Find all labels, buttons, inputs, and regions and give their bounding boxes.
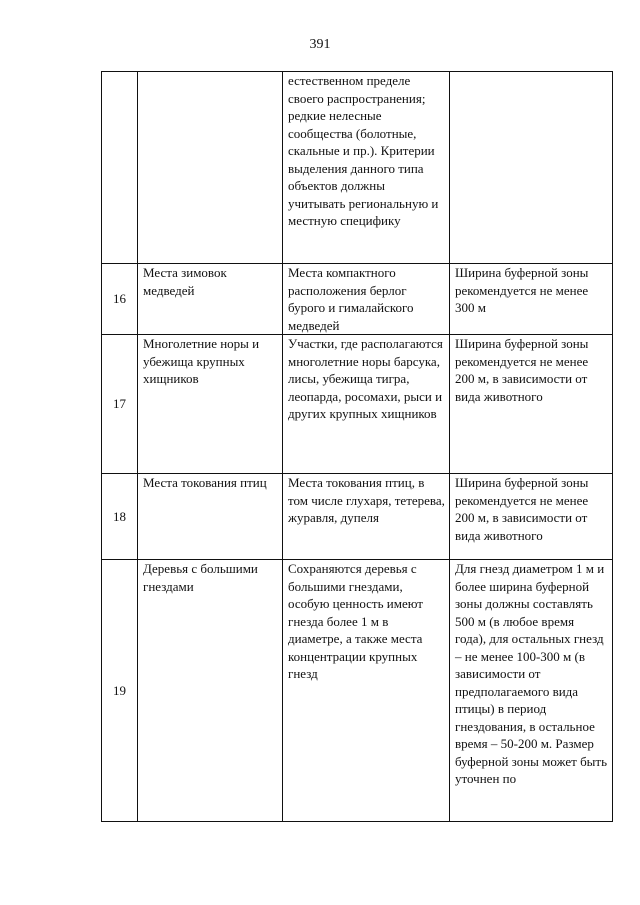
regime-cell [450, 560, 613, 822]
regime-cell [450, 474, 613, 560]
object-text: Места токования птиц [143, 475, 267, 490]
page-number: 391 [309, 37, 331, 52]
row-number-cell: 17 [102, 335, 138, 474]
protected-objects-table [101, 71, 613, 822]
description-text: Участки, где располагаются многолетние норы барсука, лисы, убежища тигра, леопарда, росомахи, рыси и других крупных хищников [288, 336, 443, 421]
description-text: Сохраняются деревья с большими гнездами, особую ценность имеют гнезда более 1 м в диаметре, а также места концентрации крупных гнезд [288, 561, 423, 681]
object-text: Места зимовок медведей [143, 265, 227, 298]
table-row [102, 264, 613, 335]
regime-text: Для гнезд диаметром 1 м и более ширина буферной зоны должны составлять 500 м (в любое время года), для остальных гнезд – не менее 100-300 м (в зависимости от предполагаемого вида птицы) в период гнездования, в остальное время – 50-200 м. Размер буферной зоны может быть уточнен по [455, 561, 608, 786]
table-row [102, 335, 613, 474]
object-text: Многолетние норы и убежища крупных хищников [143, 336, 260, 386]
description-text: естественном пределе своего распространения; редкие нелесные сообщества (болотные, скальные и пр.). Критерии выделения данного типа объектов должны учитывать региональную и местную специфику [288, 73, 439, 228]
regime-text: Ширина буферной зоны рекомендуется не менее 200 м, в зависимости от вида животного [455, 475, 589, 543]
object-cell [138, 335, 283, 474]
table-row [102, 72, 613, 264]
description-cell [283, 72, 450, 264]
description-cell [283, 264, 450, 335]
object-cell [138, 560, 283, 822]
row-number-cell [102, 72, 138, 264]
row-number-cell: 18 [102, 474, 138, 560]
regime-cell [450, 264, 613, 335]
object-cell [138, 264, 283, 335]
object-cell [138, 474, 283, 560]
object-text: Деревья с большими гнездами [143, 561, 258, 594]
table-row [102, 474, 613, 560]
description-text: Места компактного расположения берлог бурого и гималайского медведей [288, 265, 414, 333]
row-number-cell: 19 [102, 560, 138, 822]
row-number-cell: 16 [102, 264, 138, 335]
description-text: Места токования птиц, в том числе глухаря, тетерева, журавля, дупеля [288, 475, 445, 525]
regime-text: Ширина буферной зоны рекомендуется не менее 200 м, в зависимости от вида животного [455, 336, 589, 404]
description-cell [283, 474, 450, 560]
regime-text: Ширина буферной зоны рекомендуется не менее 300 м [455, 265, 589, 315]
object-cell [138, 72, 283, 264]
description-cell [283, 560, 450, 822]
description-cell [283, 335, 450, 474]
table-row [102, 560, 613, 822]
regime-cell [450, 72, 613, 264]
regime-cell [450, 335, 613, 474]
